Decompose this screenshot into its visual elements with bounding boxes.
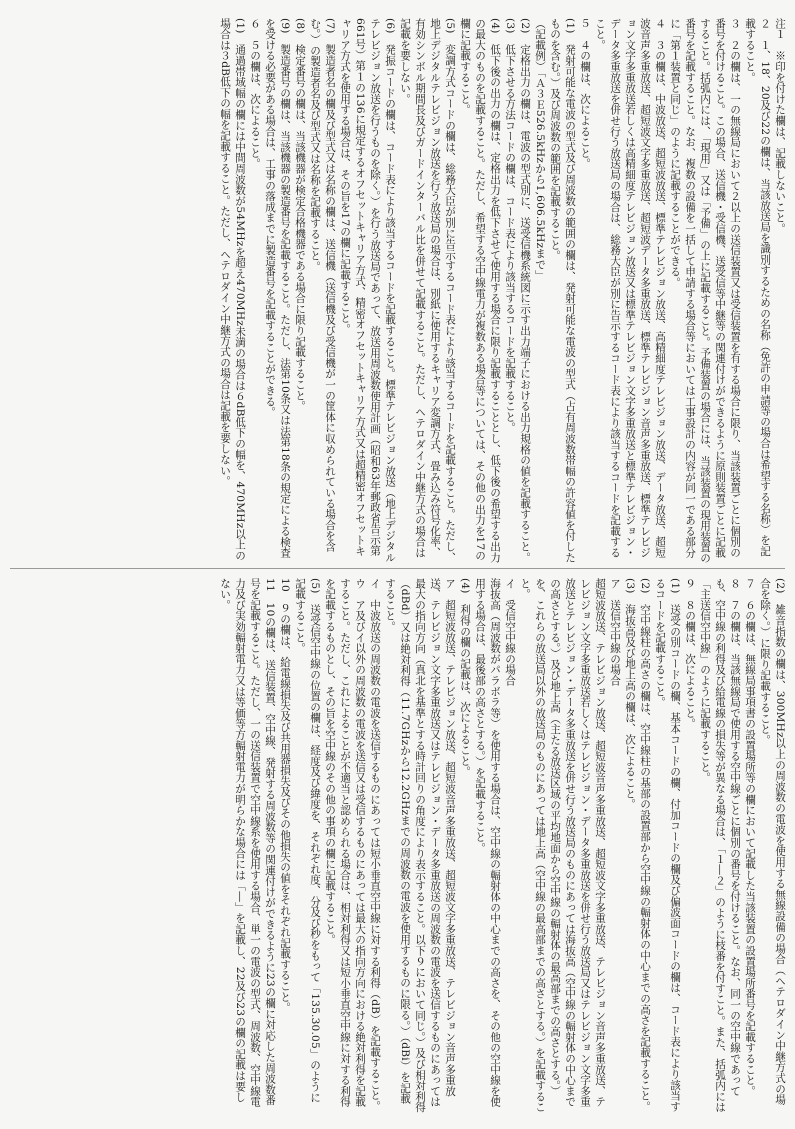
note-paragraph: ９ ８の欄は、次によること。 bbox=[684, 578, 696, 730]
note-paragraph: (7) 製造者名の欄及び型式又は名称の欄は、送信機（送信機及び受信機が一の筐体に収められている場合を含む。）の製造者名及び型式又は名称を記載すること。 bbox=[309, 18, 336, 553]
note-paragraph: ア 超短波放送、テレビジョン放送、超短波音声多重放送、超短波文字多重放送、テレビジョン音声多重放送、テレビジョン文字多重放送又はテレビジョン・データ多重放送の周波数の電波を送信するものにあっては最大の指向方向（真北を基準とする時計回りの角度により表示すること。以下９において同じ。）及び相対利得（dBd）又は絶対利得（11.7GHzから12.2GHzまでの周波数の電波を使用するものに限る。）（dBi）を記載すること。 bbox=[384, 578, 456, 1113]
note-paragraph: (2) 空中線柱の高さの欄は、空中線柱の基部の設置部から空中線の輻射体の中心までの高さを記載すること。 bbox=[639, 578, 651, 1113]
note-paragraph: 10 ９の欄は、給電線損失及び共用器損失及びその他損失の値をそれぞれ記載すること。 bbox=[279, 578, 291, 1014]
note-paragraph: (1) 送受の別コードの欄、基本コードの欄、付加コードの欄及び偏波面コードの欄は、コード表により該当するコードを記載すること。 bbox=[654, 578, 681, 1113]
note-paragraph: 11 10の欄は、送信装置、空中線、発射する周波数等の関連付けができるように23の欄に対応した周波数番号を記載すること。ただし、一の送信装置で空中線系を使用する場合、単一の電波の型式、周波数、空中線電力及び実効輻射電力又は等価等方輻射電力が明らかな場合には「―」を記載し、22及び23の欄の記載は要しない。 bbox=[219, 578, 276, 1108]
note-paragraph: ウ ア及びイ以外の周波数の電波を送信又は受信するものにあっては最大の指向方向における絶対利得を記載すること。ただし、これによることが不適当と認められる場合は、相対利得又は短小垂直空中線に対する利得を記載するものとし、その旨を空中線のその他の事項の欄に記載すること。 bbox=[324, 578, 366, 1108]
note-paragraph: (2) 雑音指数の欄は、300MHz以上の周波数の電波を使用する無線設備の場合（ヘテロダイン中継方式の場合を除く。）に限り記載すること。 bbox=[759, 578, 786, 1106]
note-paragraph: (8) 検定番号の欄は、当該機器が検定合格機器である場合に限り記載すること。 bbox=[294, 18, 306, 412]
note-paragraph: (3) 海抜高及び地上高の欄は、次によること。 bbox=[624, 578, 636, 810]
note-paragraph: (9) 製造番号の欄は、当該機器の製造番号を記載すること。ただし、法第10条又は法第18条の規定による検査を受ける必要がある場合は、工事の落成までに製造番号を記載することができる。 bbox=[264, 18, 291, 559]
note-paragraph: (1) 通過帯域幅の欄には中間周波数が54MHzを超え470MHz未満の場合は６dB低下の幅を、470MHz以上の場合は３dB低下の幅を記載すること。ただし、ヘテロダイン中継方式の場合は記載を要しない。 bbox=[219, 18, 246, 561]
note-paragraph: (5) 変調方式コードの欄は、総務大臣が別に告示するコード表により該当するコードを記載すること。ただし、地上デジタルテレビジョン放送を行う放送局の場合は、別紙に使用するキャリア変調方式、畳み込み符号化率、有効シンボル期間長及びガードインターバル比を併せて記載すること。ただし、ヘテロダイン中継方式の場合は記載を要しない。 bbox=[399, 18, 456, 563]
column-divider bbox=[10, 568, 785, 569]
note-paragraph: (6) 発振コードの欄は、コード表により該当するコードを記載すること。標準テレビジョン放送（地上デジタルテレビジョン放送を行うものを除く。）を行う放送局であって、放送用周波数使用計画（昭和63年郵政省告示第661号）第１の136に規定するオフセットキャリア方式、精密オフセットキャリア方式又は超精密オフセットキャリア方式を使用する場合は、その旨を17の欄に記載すること。 bbox=[339, 18, 396, 563]
notes-upper-column bbox=[12, 18, 787, 565]
note-paragraph: イ 中波放送の周波数の電波を送信するものにあっては短小垂直空中線に対する利得（dB）を記載すること。 bbox=[369, 578, 381, 1112]
note-paragraph: ７ ６の欄は、無線局事項書の設置場所等の欄において記載した当該装置の設置場所番号を記載すること。 bbox=[744, 578, 756, 1097]
note-paragraph: ８ ７の欄は、当該無線局で使用する空中線ごとに個別の番号を付けること。なお、同一の空中線であっても、空中線の利得及び給電線の損失等が異なる場合は、「１―２」のように枝番を付すこと。また、括弧内には「主送信空中線」のように記載すること。 bbox=[699, 578, 741, 1113]
note-paragraph: イ 受信空中線の場合 bbox=[504, 578, 516, 686]
note-paragraph: ５ ４の欄は、次によること。 bbox=[579, 18, 591, 170]
note-paragraph: (2) 定格出力の欄は、電波の型式別に、送受信機系統図に示す出力端子における出力規格の値を記載すること。 bbox=[519, 18, 531, 563]
note-paragraph: ３ ２の欄は、一の無線局において２以上の送信装置又は受信装置を有する場合に限り、当該装置ごとに個別の番号を付けること。この場合、送信機・受信機、送受信等中継等の関連付けができるように原則装置ごとに記載すること。括弧内には、「現用」又は「予備」の上に記載すること。予備装置の場合には、当該装置の現用装置の番号を記載すること。なお、複数の設備を一括して申請する場合等においては工事設計の内容が同一である部分に「第１装置と同じ」のように記載することができる。 bbox=[669, 18, 741, 564]
note-paragraph: (4) 利得の欄の記載は、次によること。 bbox=[459, 578, 471, 778]
note-paragraph: （記載例）「Ａ３Ｅ526.5kHzから1,606.5kHzまで」 bbox=[534, 18, 546, 281]
note-paragraph: 超短波放送、テレビジョン放送、超短波音声多重放送、超短波文字多重放送、テレビジョン音声多重放送、テレビジョン文字多重放送若しくはテレビジョン・データ多重放送を併せ行う放送局又はテレビジョン文字多重放送とテレビジョン・データ多重放送を併せ行う放送局のものにあっては海抜高（空中線の輻射体の中心までの高さとする。）及び地上高（主たる放送区域の平均地面から空中線の輻射体の最高部までの高さとする。）を、これらの放送局以外の放送局のものにあっては地上高（空中線の最高部までの高さとする。）を記載すること。 bbox=[519, 578, 606, 1113]
note-paragraph: 注１ ※印を付けた欄は、記載しないこと。 bbox=[774, 18, 786, 234]
note-paragraph: ア 送信空中線の場合 bbox=[609, 578, 621, 686]
note-paragraph: 海抜高（周波数がパラボラ等）を使用する場合は、空中線の輻射体の中心までの高さを、その他の空中線を使用する場合は、最後部の高さとする。）を記載すること。 bbox=[474, 578, 501, 1108]
note-paragraph: (4) 低下後の出力の欄は、定格出力を低下させて使用する場合に限り記載することとし、低下後の希望する出力の最大のものを記載すること。ただし、希望する空中線電力が複数ある場合等については、その他の出力を17の欄に記載すること。 bbox=[459, 18, 501, 563]
note-paragraph: (5) 送受信空中線の位置の欄は、経度及び緯度を、それぞれ度、分及び秒をもって「135.30.05」のように記載すること。 bbox=[294, 578, 321, 1103]
note-paragraph: ６ ５の欄は、次によること。 bbox=[249, 18, 261, 170]
note-paragraph: ４ ３の欄は、中波放送、超短波放送、標準テレビジョン放送、高精細度テレビジョン放送、データ放送、超短波音声多重放送、超短波文字多重放送、超短波データ多重放送、標準テレビジョン音声多重放送、標準テレビジョン文字多重放送若しくは高精細度テレビジョン放送又は標準テレビジョン文字多重放送と標準テレビジョン・データ多重放送を併せ行う放送局の場合は、総務大臣が別に告示するコード表により該当するコードを記載すること。 bbox=[594, 18, 666, 558]
note-paragraph: (3) 低下させる方法コードの欄は、コード表により該当するコードを記載すること。 bbox=[504, 18, 516, 434]
note-paragraph: (1) 発射可能な電波の型式及び周波数の範囲の欄は、発射可能な電波の型式（占有周波数帯幅の許容値を付したものを含む。）及び周波数の範囲を記載すること。 bbox=[549, 18, 576, 563]
notes-lower-column bbox=[12, 578, 787, 1113]
note-paragraph: ２ １、18、20及び22の欄は、当該放送局を識別するための名称（免許の申請等の場合は希望する名称）を記載すること。 bbox=[744, 18, 771, 557]
